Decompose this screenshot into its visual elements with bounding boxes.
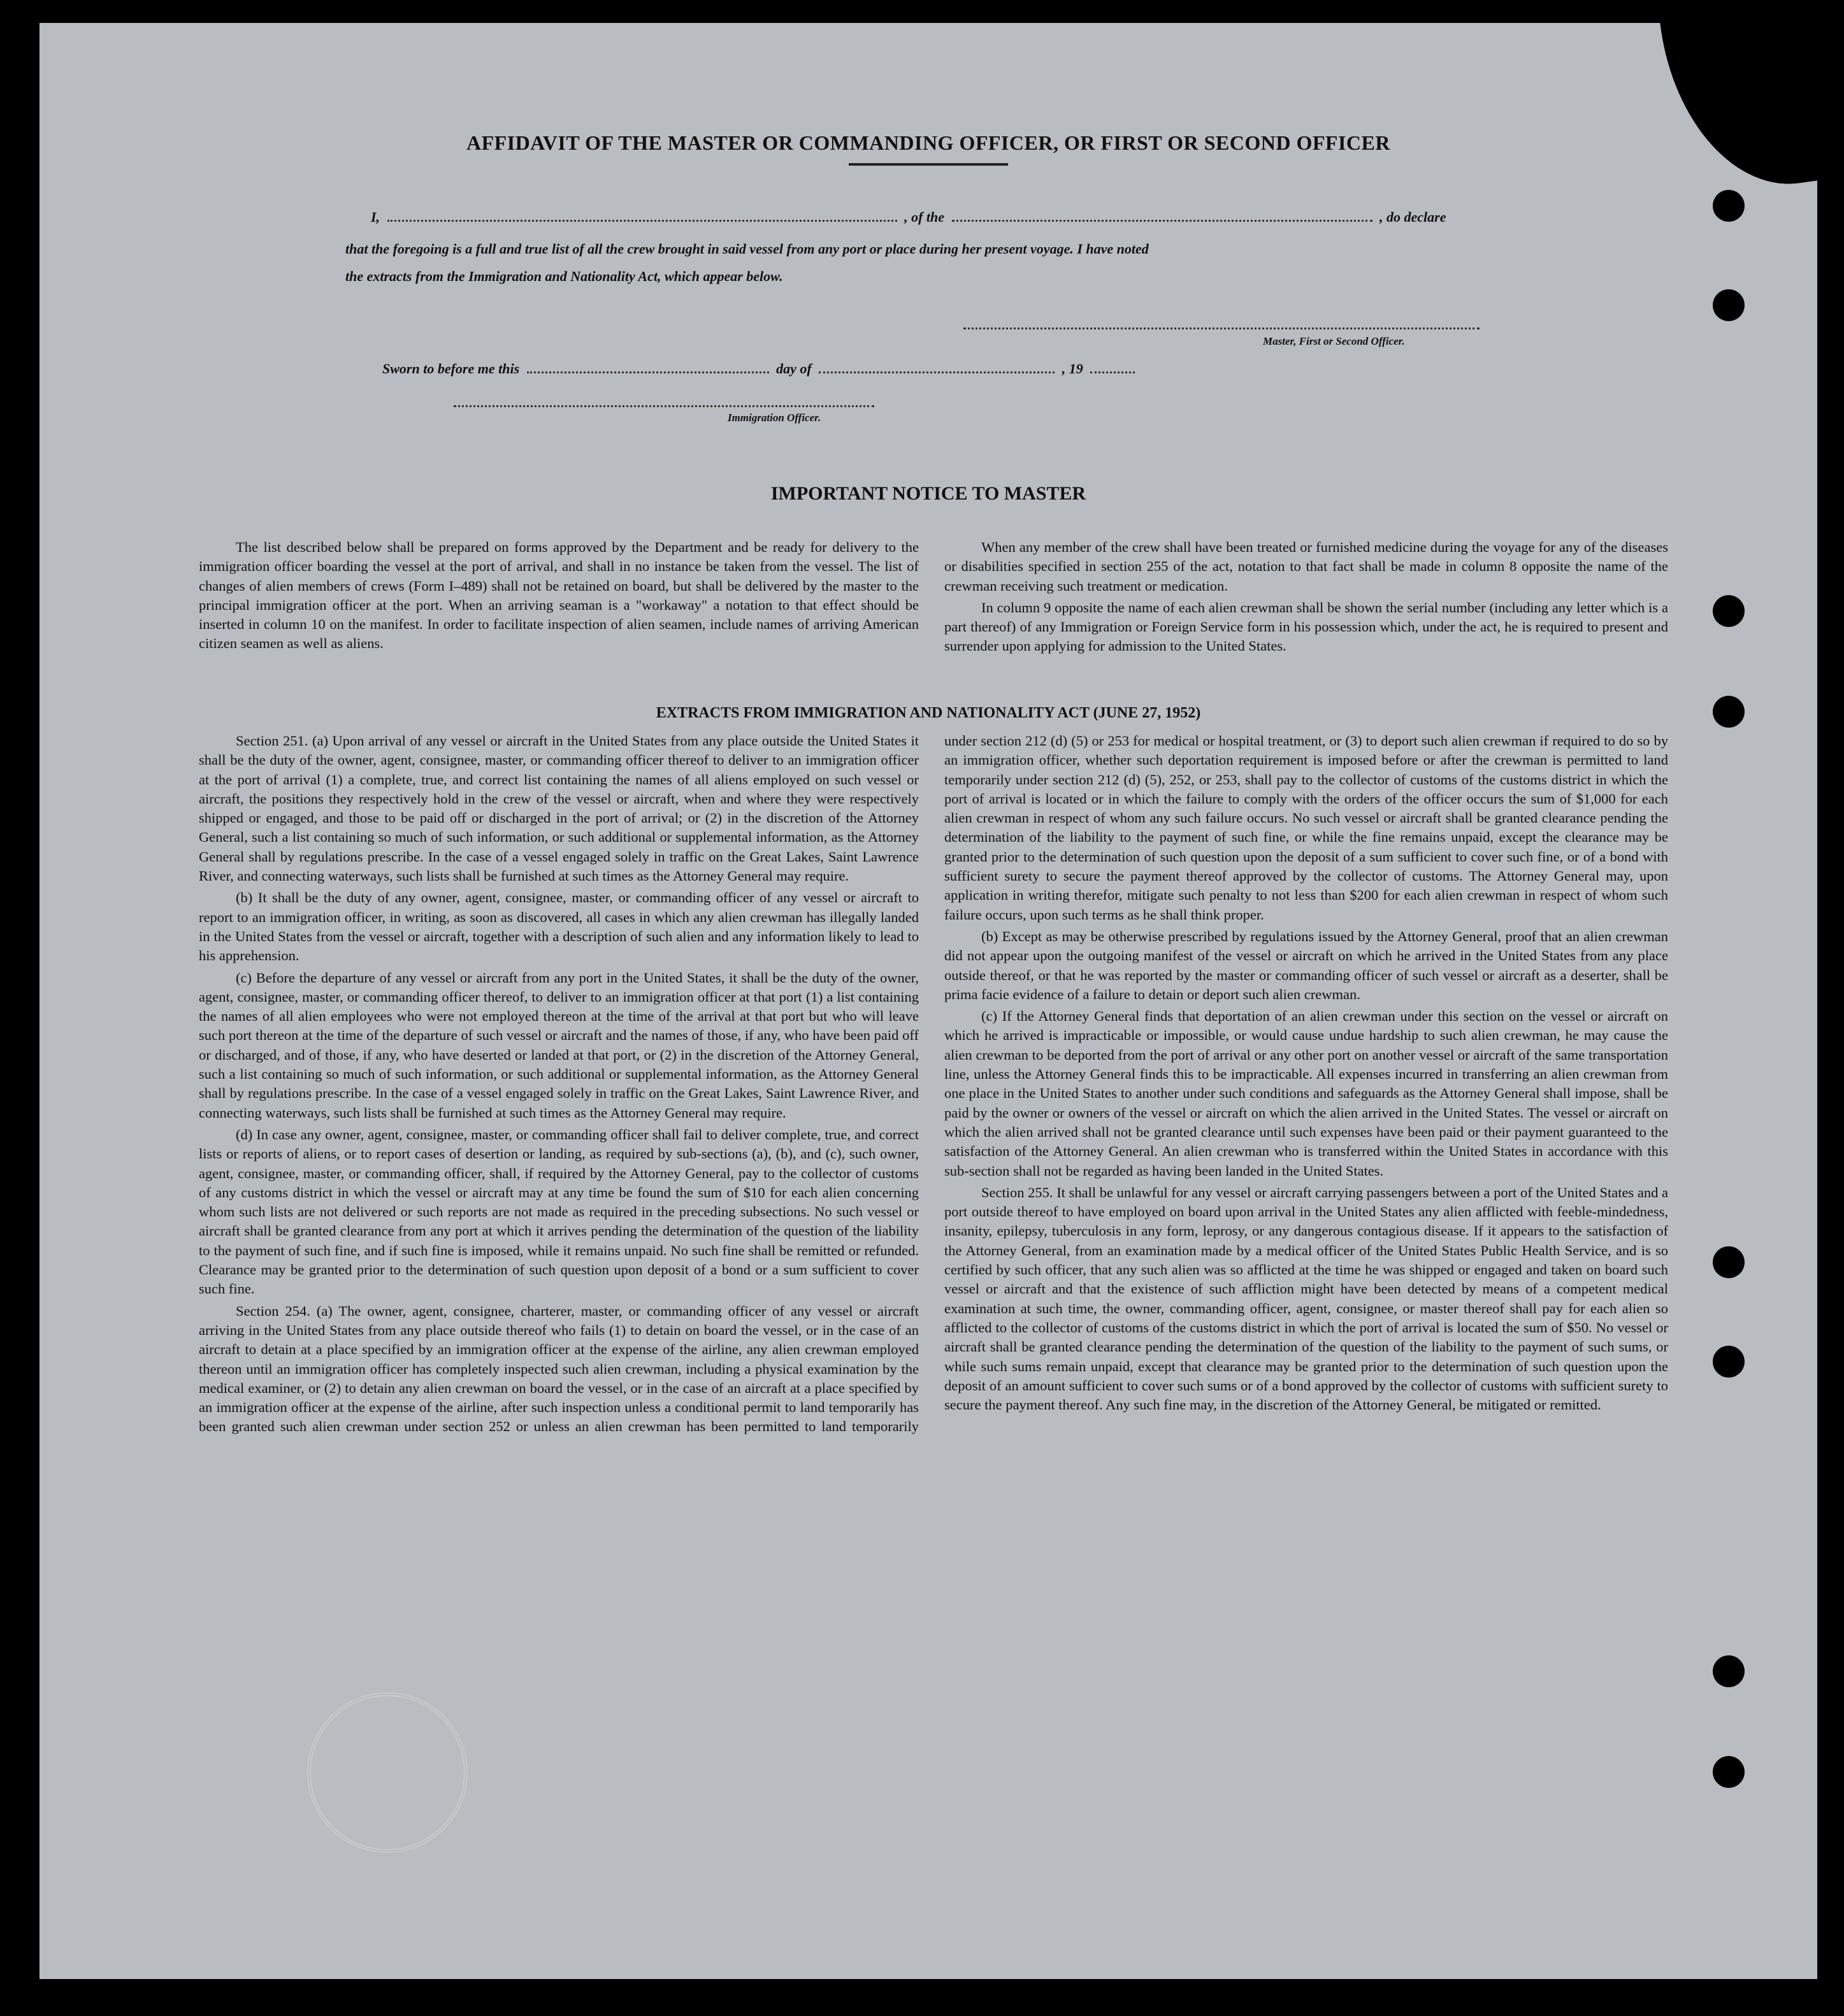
extracts-right-column xyxy=(944,731,1668,1417)
year-label: , 19 xyxy=(1062,361,1083,377)
section-254-b: (b) Except as may be otherwise prescribed by regulations issued by the Attorney General, proof that an alien crewman did not appear upon the outgoing manifest of the vessel or aircraft on which he arrived in the United States from any place outside thereof, or that he was reported by the master or commanding officer of such vessel or aircraft as a deserter, shall be prima facie evidence of a failure to detain or deport such alien crewman. xyxy=(944,928,1668,1002)
section-251-a: Section 251. (a) Upon arrival of any vessel or aircraft in the United States from any place outside the United States it shall be the duty of the owner, agent, consignee, master, or commanding officer thereof to deliver to an immigration officer at the port of arrival (1) a complete, true, and correct list containing the names of all aliens employed on such vessel or aircraft, the positions they respectively hold in the crew of the vessel or aircraft, when and where they were respectively shipped or engaged, and those to be paid off or discharged in the port of arrival; or (2) in the discretion of the Attorney General, such a list containing so much of such information, or such additional or supplemental information, as the Attorney General shall by regulations prescribe. In the case of a vessel engaged solely in traffic on the Great Lakes, Saint Lawrence River, and connecting waterways, such lists shall be furnished at such times as the Attorney General may require. xyxy=(199,733,919,884)
name-field[interactable] xyxy=(387,220,897,222)
declaration-of-the: , of the xyxy=(904,209,945,225)
extracts-title: EXTRACTS FROM IMMIGRATION AND NATIONALITY ACT (JUNE 27, 1952) xyxy=(656,705,1201,721)
notice-right-paragraph-2: In column 9 opposite the name of each alien crewman shall be shown the serial number (including any letter which is a part thereof) of any Immigration or Foreign Service form in his possession which, under the act, he is required to present and surrender upon applying for admission to the United States. xyxy=(944,599,1668,654)
notice-title: IMPORTANT NOTICE TO MASTER xyxy=(770,483,1086,504)
notice-right-paragraph-1: When any member of the crew shall have been treated or furnished medicine during the voyage for any of the diseases or disabilities specified in section 255 of the act, notation to that fact shall be made in column 8 opposite the name of the crewman receiving such treatment or medication. xyxy=(944,539,1668,594)
sworn-label: Sworn to before me this xyxy=(382,361,520,377)
declaration-i: I, xyxy=(371,209,380,225)
section-255: Section 255. It shall be unlawful for any vessel or aircraft carrying passengers between a port of the United States and a port outside thereof to have employed on board upon arrival in the United States any alien afflicted with feeble-mindedness, insanity, epilepsy, tuberculosis in any form, leprosy, or any dangerous contagious disease. If it appears to the satisfaction of the Attorney General, from an examination made by a medical officer of the United States Public Health Service, and is so certified by such officer, that any such alien was so afflicted at the time he was shipped or engaged and taken on board such vessel or aircraft and that the existence of such affliction might have been detected by means of a competent medical examination at such time, the owner, commanding officer, agent, consignee, or master thereof shall pay for each alien so afflicted to the collector of customs of the customs district in which the port of arrival is located the sum of $50. No vessel or aircraft shall be granted clearance pending the determination of the question of the liability to the payment of such sums, or while such sums remain unpaid, except that clearance may be granted prior to the determination of such question upon the deposit of an amount sufficient to cover such sums or of a bond approved by the collector of customs with sufficient surety to secure the payment thereof. Any such fine may, in the discretion of the Attorney General, be mitigated or remitted. xyxy=(944,1184,1668,1413)
affidavit-title: AFFIDAVIT OF THE MASTER OR COMMANDING OFFICER, OR FIRST OR SECOND OFFICER xyxy=(466,131,1390,154)
master-caption: Master, First or Second Officer. xyxy=(1263,335,1405,347)
section-254-a: Section 254. (a) The owner, agent, consignee, charterer, master, or commanding officer of any vessel or aircraft arriving in the United States from any place outside thereof who fails (1) to detain on board the vessel, or in the case of an aircraft to detain at a place specified by an immigration officer at the expense of the airline, any alien crewman employed thereon until an immigration officer has completely inspected such alien crewman, including a physical examination by the medical examiner, or (2) to detain any alien crewman on board the vessel, or in the case of an aircraft at a place specified by an immigration officer at the expense of the airline, after such inspection unless a conditional permit to land temporarily has been granted such alien crewman under section 252 or unless an alien crewman has been permitted to land temporarily xyxy=(199,1302,919,1435)
extracts-left-column xyxy=(199,731,919,1439)
notice-left-paragraph: The list described below shall be prepared on forms approved by the Department and be ready for delivery to the immigration officer boarding the vessel at the port of arrival, and shall in no instance be taken from the vessel. The list of changes of alien members of crews (Form I–489) shall not be retained on board, but shall be delivered by the master to the principal immigration officer at the port. When an arriving seaman is a "workaway" a notation to that effect should be inserted in column 10 on the manifest. In order to facilitate inspection of alien seamen, include names of arriving American citizen seamen as well as aliens. xyxy=(199,539,919,652)
section-254-a-continued: under section 212 (d) (5) or 253 for medical or hospital treatment, or (3) to deport such alien crewman if required to do so by an immigration officer, whether such deportation requirement is imposed before or after the crewman is permitted to land temporarily under section 212 (d) (5), 252, or 253, shall pay to the collector of customs of the customs district in which the port of arrival is located or in which the failure to comply with the orders of the officer occurs the sum of $1,000 for each alien crewman in respect of whom any such failure occurs. No such vessel or aircraft shall be granted clearance pending the determination of the liability to the payment of such fine, or while the fine remains unpaid, except the clearance may be granted prior to the determination of such question upon the deposit of a sum sufficient to cover such fine, or of a bond with sufficient surety to secure the payment thereof approved by the collector of customs. The Attorney General may, upon application in writing therefor, mitigate such penalty to not less than $200 for each alien crewman in respect of whom such failure occurs, upon such terms as he shall think proper. xyxy=(944,733,1668,923)
punch-hole xyxy=(1713,1346,1745,1378)
sworn-line xyxy=(382,361,1139,377)
embossed-seal xyxy=(307,1692,468,1853)
sworn-day-field[interactable] xyxy=(527,371,769,373)
section-251-b: (b) It shall be the duty of any owner, agent, consignee, master, or commanding officer of any vessel or aircraft to report to an immigration officer, in writing, as soon as discovered, all cases in which any alien crewman has illegally landed in the United States from the vessel or aircraft, together with a description of such alien and any information likely to lead to his apprehension. xyxy=(199,889,919,964)
punch-hole xyxy=(1713,1246,1745,1278)
sworn-year-field[interactable] xyxy=(1090,371,1135,373)
punch-hole xyxy=(1713,595,1745,627)
torn-corner xyxy=(1658,23,1817,199)
punch-hole xyxy=(1713,1655,1745,1687)
punch-hole xyxy=(1713,190,1745,222)
notice-left-column xyxy=(199,538,919,656)
punch-hole xyxy=(1713,1756,1745,1788)
declaration-line-2: that the foregoing is a full and true list of all the crew brought in said vessel from any port or place during her present voyage. I have noted xyxy=(345,241,1149,257)
master-signature-line[interactable] xyxy=(963,328,1480,329)
title-rule xyxy=(849,163,1008,166)
declaration-declare: , do declare xyxy=(1379,209,1446,225)
immigration-caption: Immigration Officer. xyxy=(728,412,821,424)
punch-hole xyxy=(1713,289,1745,321)
form-page xyxy=(40,23,1817,1979)
section-251-c: (c) Before the departure of any vessel or aircraft from any port in the United States, it shall be the duty of the owner, agent, consignee, master, or commanding officer thereof, to deliver to an immigration officer at that port (1) a list containing the names of all alien employees who were not employed thereon at the time of the arrival at that port but who will leave such port thereon at the time of the departure of such vessel or aircraft and the names of those, if any, who have been paid off or discharged, and of those, if any, who have deserted or landed at that port, or (2) in the discretion of the Attorney General, such a list containing so much of such information, or such additional or supplemental information, as the Attorney General shall by regulations prescribe. In the case of a vessel engaged solely in traffic on the Great Lakes, Saint Lawrence River, and connecting waterways, such lists shall be furnished at such times as the Attorney General may require. xyxy=(199,969,919,1121)
sworn-month-field[interactable] xyxy=(819,371,1055,373)
vessel-field[interactable] xyxy=(952,220,1372,222)
declaration-line-3: the extracts from the Immigration and Nationality Act, which appear below. xyxy=(345,268,783,284)
immigration-signature-line[interactable] xyxy=(454,405,874,407)
notice-right-column xyxy=(944,538,1668,659)
section-251-d: (d) In case any owner, agent, consignee, master, or commanding officer shall fail to deliver complete, true, and correct lists or reports of aliens, or to report cases of desertion or landing, as required by sub-sections (a), (b), and (c), such owner, agent, consignee, master, or commanding officer, shall, if required by the Attorney General, pay to the collector of customs of any customs district in which the vessel or aircraft may at any time be found the sum of $10 for each alien concerning whom such lists are not delivered or such reports are not made as required in the preceding subsections. No such vessel or aircraft shall be granted clearance from any port at which it arrives pending the determination of the question of the liability to the payment of such fine, and if such fine is imposed, while it remains unpaid. No such fine shall be remitted or refunded. Clearance may be granted prior to the determination of such question upon deposit of a bond or a sum sufficient to cover such fine. xyxy=(199,1126,919,1297)
declaration-line xyxy=(371,209,1446,226)
section-254-c: (c) If the Attorney General finds that deportation of an alien crewman under this section on the vessel or aircraft on which he arrived is impracticable or impossible, or would cause undue hardship to such alien crewman, he may cause the alien crewman to be deported from the port of arrival or any other port on another vessel or aircraft of the same transportation line, unless the Attorney General finds this to be impracticable. All expenses incurred in transferring an alien crewman from one place in the United States to another under such conditions and safeguards as the Attorney General shall impose, shall be paid by the owner or owners of the vessel or aircraft on which the alien arrived in the United States. The vessel or aircraft on which the alien arrived shall not be granted clearance until such expenses have been paid or their payment guaranteed to the satisfaction of the Attorney General. An alien crewman who is transferred within the United States in accordance with this sub-section shall not be regarded as having been landed in the United States. xyxy=(944,1008,1668,1179)
day-of-label: day of xyxy=(776,361,812,377)
